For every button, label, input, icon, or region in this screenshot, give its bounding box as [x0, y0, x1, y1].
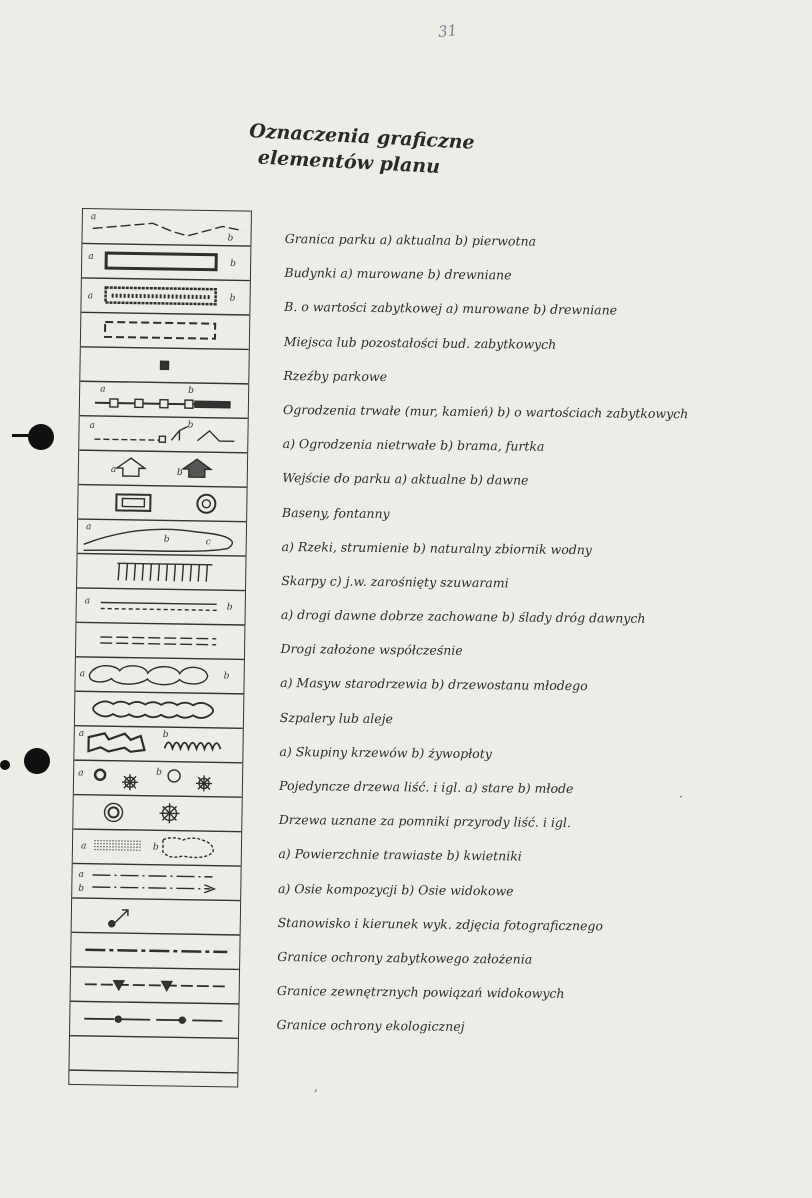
legend-text-pool-fountain: Baseny, fontanny	[281, 504, 390, 521]
legend-descriptions	[276, 222, 785, 1048]
fence-block	[110, 399, 118, 407]
lawn-dot	[133, 846, 134, 847]
lawn-dot	[130, 849, 131, 850]
lawn-dot	[136, 844, 137, 845]
monument-tree-conifer-spikes	[159, 803, 179, 823]
label-a: a	[90, 212, 97, 223]
lawn-dot	[100, 843, 101, 844]
legend-text-entrance-arrows: Wejście do parku a) aktualne b) dawne	[282, 470, 529, 488]
road-old-line	[101, 603, 217, 605]
road-modern-line	[100, 643, 216, 645]
lawn-dot	[136, 847, 137, 848]
photo-point-dot	[109, 921, 115, 927]
legend-text-escarpment: Skarpy c) j.w. zarośnięty szuwarami	[281, 572, 509, 591]
lawn-dot	[94, 849, 95, 850]
lawn-dot	[97, 843, 98, 844]
label-b: b	[230, 259, 236, 270]
punch-hole-bottom	[24, 748, 50, 774]
legend-row-divider	[80, 381, 248, 384]
lawn-dot	[115, 849, 116, 850]
label-b: b	[163, 534, 170, 545]
legend-row-divider	[81, 312, 249, 315]
fountain-symbol	[197, 495, 215, 513]
lawn-dot	[127, 843, 128, 844]
pool-symbol	[116, 494, 150, 511]
tree-young-conifer-spikes	[196, 775, 212, 791]
label-a: a	[84, 596, 91, 607]
legend-symbols-svg	[69, 209, 251, 1087]
lawn-dot	[130, 843, 131, 844]
entrance-arrow-old	[183, 459, 211, 477]
lawn-dot	[109, 849, 110, 850]
escarpment-hachure	[126, 563, 127, 580]
legend-row-divider	[79, 485, 247, 488]
lawn-dot	[124, 846, 125, 847]
lawn-dot	[139, 841, 140, 842]
monument-tree-deciduous	[104, 803, 122, 821]
legend-text-building-hatched: B. o wartości zabytkowej a) murowane b) drewniane	[284, 299, 618, 318]
legend-text-axes: a) Osie kompozycji b) Osie widokowe	[277, 880, 514, 898]
lawn-dot	[130, 840, 131, 841]
legend-text-ruin-dashed: Miejsca lub pozostałości bud. zabytkowych	[283, 333, 557, 352]
label-b: b	[229, 293, 236, 304]
legend-text-sculpture-square: Rzeźby parkowe	[283, 367, 388, 384]
label-b: b	[162, 730, 169, 741]
label-c: c	[205, 537, 211, 548]
lawn-dot	[106, 840, 107, 841]
escarpment-hachure	[198, 565, 199, 582]
lawn-dot	[103, 843, 104, 844]
road-modern-line	[100, 637, 216, 639]
hedgerow-symbol	[93, 701, 213, 718]
legend-text-fence-blocks: Ogrodzenia trwałe (mur, kamień) b) o wartościach zabytkowych	[282, 401, 689, 422]
monument-tree-deciduous-inner	[108, 807, 118, 817]
legend-text-old-roads: a) drogi dawne dobrze zachowane b) ślady dróg dawnych	[280, 607, 646, 626]
wicket-symbol	[197, 431, 234, 442]
legend-row-divider	[75, 726, 243, 729]
lawn-dot	[106, 849, 107, 850]
legend-text-modern-roads: Drogi założone współcześnie	[280, 641, 463, 659]
lawn-dot	[94, 843, 95, 844]
lawn-dot	[97, 849, 98, 850]
label-a: a	[78, 728, 85, 739]
legend-row-divider	[71, 1001, 239, 1004]
page-number: 31	[437, 21, 458, 41]
fountain-inner	[202, 500, 210, 508]
protection-line-symbol	[85, 950, 227, 952]
lawn-dot	[136, 850, 137, 851]
label-b: b	[176, 467, 183, 478]
escarpment-top	[117, 563, 212, 564]
entrance-arrow-current	[117, 458, 145, 476]
tree-young-deciduous	[168, 770, 180, 782]
lawn-dot	[133, 840, 134, 841]
fence-block	[135, 399, 143, 407]
legend-row-divider	[81, 347, 249, 350]
legend-text-lawn-flowerbed: a) Powierzchnie trawiaste b) kwietniki	[278, 846, 522, 864]
legend-text-photo-point: Stanowisko i kierunek wyk. zdjęcia fotograficznego	[277, 914, 604, 934]
legend-row-divider	[79, 450, 247, 453]
label-a: a	[79, 669, 86, 680]
lawn-dot	[124, 843, 125, 844]
photo-direction-arrow	[114, 910, 128, 924]
lawn-dot	[124, 840, 125, 841]
lawn-dot	[103, 840, 104, 841]
legend-row-divider	[78, 519, 246, 522]
label-b: b	[226, 602, 233, 613]
legend-row-divider	[74, 760, 242, 763]
hedge-symbol	[165, 742, 221, 749]
legend-row-divider	[70, 1036, 238, 1039]
eco-line-dot	[179, 1017, 185, 1023]
legend-row-divider	[77, 588, 245, 591]
lawn-dot	[103, 849, 104, 850]
legend-row-divider	[69, 1070, 237, 1073]
fence-block-historic	[195, 401, 230, 408]
lawn-dot	[112, 843, 113, 844]
lawn-dot	[115, 846, 116, 847]
gate-post	[159, 436, 165, 442]
lawn-dot	[94, 846, 95, 847]
legend-row-divider	[72, 932, 240, 935]
lawn-dot	[127, 849, 128, 850]
lawn-dot	[136, 841, 137, 842]
lawn-dot	[118, 840, 119, 841]
lawn-dot	[115, 840, 116, 841]
lawn-dot	[100, 840, 101, 841]
legend-text-tree-mass: a) Masyw starodrzewia b) drzewostanu młodego	[280, 675, 588, 694]
legend-text-fence-gate: a) Ogrodzenia nietrwałe b) brama, furtka	[282, 436, 545, 454]
lawn-dot	[106, 846, 107, 847]
lawn-dot	[139, 850, 140, 851]
label-b: b	[188, 385, 194, 397]
legend-row-divider	[73, 863, 241, 866]
lawn-dot	[94, 840, 95, 841]
lawn-dot	[97, 846, 98, 847]
lawn-dot	[121, 840, 122, 841]
legend-row-divider	[80, 416, 248, 419]
view-line-symbol	[85, 984, 227, 986]
legend-text-protection-line: Granice ochrony zabytkowego założenia	[277, 948, 533, 967]
fence-block	[185, 400, 193, 408]
lawn-dot	[100, 849, 101, 850]
page-title	[247, 118, 549, 186]
escarpment-hachure	[150, 564, 151, 581]
flowerbed-symbol	[163, 838, 214, 858]
lawn-dot	[118, 849, 119, 850]
label-b: b	[187, 420, 194, 431]
legend-row-divider	[74, 795, 242, 798]
lawn-dot	[112, 846, 113, 847]
ruin-dashed-symbol	[105, 322, 215, 339]
road-trace-line	[101, 609, 217, 611]
escarpment-hachure	[134, 564, 135, 581]
label-b: b	[78, 883, 85, 894]
view-axis	[92, 887, 210, 889]
tree-old-conifer-spikes	[122, 774, 138, 790]
label-b: b	[227, 233, 234, 244]
label-a: a	[110, 464, 117, 475]
lawn-dot	[139, 844, 140, 845]
stray-mark: ·	[679, 790, 683, 804]
legend-text-shrubs-hedge: a) Skupiny krzewów b) żywopłoty	[279, 743, 492, 762]
label-b: b	[152, 842, 159, 853]
gate-symbol	[171, 426, 187, 440]
eco-line-symbol	[84, 1019, 226, 1021]
label-a: a	[78, 768, 84, 779]
lawn-dot	[112, 849, 113, 850]
lawn-dot	[118, 846, 119, 847]
punch-hole-mark-top	[12, 434, 30, 437]
lawn-dot	[121, 846, 122, 847]
fence-block	[160, 400, 168, 408]
stray-mark-2: ,	[314, 1080, 318, 1094]
legend-symbol-column	[68, 208, 252, 1088]
legend-text-river-pond: a) Rzeki, strumienie b) naturalny zbiornik wodny	[281, 538, 592, 557]
lawn-dot	[100, 846, 101, 847]
escarpment-hachure	[166, 564, 167, 581]
label-a: a	[88, 251, 94, 262]
composition-axis	[93, 875, 213, 877]
lawn-dot	[133, 849, 134, 850]
escarpment-hachure	[182, 564, 183, 581]
label-a: a	[85, 522, 92, 533]
lawn-dot	[103, 846, 104, 847]
legend-text-boundary-lines: Granica parku a) aktualna b) pierwotna	[284, 230, 537, 249]
legend-text-hedgerow: Szpalery lub aleje	[279, 709, 394, 726]
legend-row-divider	[72, 898, 240, 901]
lawn-dot	[109, 840, 110, 841]
lawn-dot	[127, 846, 128, 847]
lawn-dot	[115, 843, 116, 844]
label-a: a	[78, 869, 84, 880]
lawn-dot	[97, 840, 98, 841]
pool-inner	[122, 498, 144, 506]
eco-line-dot	[115, 1016, 121, 1022]
lawn-dot	[127, 840, 128, 841]
tree-mass-symbol	[89, 665, 207, 685]
lawn-dot	[133, 843, 134, 844]
lawn-dot	[109, 846, 110, 847]
lawn-dot	[124, 849, 125, 850]
building-outline-symbol	[106, 253, 216, 270]
legend-text-single-trees: Pojedyncze drzewa liść. i igl. a) stare b) młode	[279, 777, 574, 797]
label-a: a	[87, 291, 94, 302]
legend-row-divider	[76, 657, 244, 660]
fence-temporary-line	[94, 439, 159, 440]
escarpment-hachure	[142, 564, 143, 581]
lawn-dot	[121, 849, 122, 850]
sculpture-symbol	[160, 361, 168, 369]
tree-old-deciduous	[95, 770, 105, 780]
lawn-dot	[139, 847, 140, 848]
legend-text-view-line: Granice zewnętrznych powiązań widokowych	[276, 983, 565, 1002]
label-b: b	[156, 767, 162, 778]
legend-row-divider	[76, 622, 244, 625]
escarpment-hachure	[174, 564, 175, 581]
boundary-line-symbol	[93, 222, 243, 236]
legend-row-divider	[82, 278, 250, 281]
escarpment-hachure	[190, 564, 191, 581]
legend-text-monument-trees: Drzewa uznane za pomniki przyrody liść. i igl.	[278, 812, 571, 831]
label-a: a	[100, 384, 106, 395]
lawn-dot	[118, 843, 119, 844]
legend-row-divider	[82, 243, 250, 246]
legend-text-building-outline: Budynki a) murowane b) drewniane	[284, 265, 512, 283]
lawn-dot	[121, 843, 122, 844]
label-b: b	[223, 671, 230, 682]
lawn-dot	[130, 846, 131, 847]
lawn-dot	[112, 840, 113, 841]
legend-row-divider	[75, 691, 243, 694]
legend-text-eco-line: Granice ochrony ekologicznej	[276, 1017, 465, 1035]
punch-hole-top	[28, 424, 54, 450]
label-a: a	[89, 420, 96, 431]
lawn-dot	[109, 843, 110, 844]
lawn-dot	[106, 843, 107, 844]
label-a: a	[80, 841, 87, 852]
punch-hole-mark-bottom	[0, 760, 10, 770]
escarpment-hachure	[206, 565, 207, 582]
title-line-2: elementów planu	[257, 146, 441, 178]
escarpment-hachure	[118, 563, 119, 580]
legend-row-divider	[73, 829, 241, 832]
title-line-1: Oznaczenia graficzne	[248, 119, 476, 154]
escarpment-hachure	[158, 564, 159, 581]
legend-row-divider	[78, 553, 246, 556]
legend-row-divider	[71, 967, 239, 970]
building-hatch-fill	[112, 296, 210, 298]
shrub-group-symbol	[88, 733, 144, 752]
